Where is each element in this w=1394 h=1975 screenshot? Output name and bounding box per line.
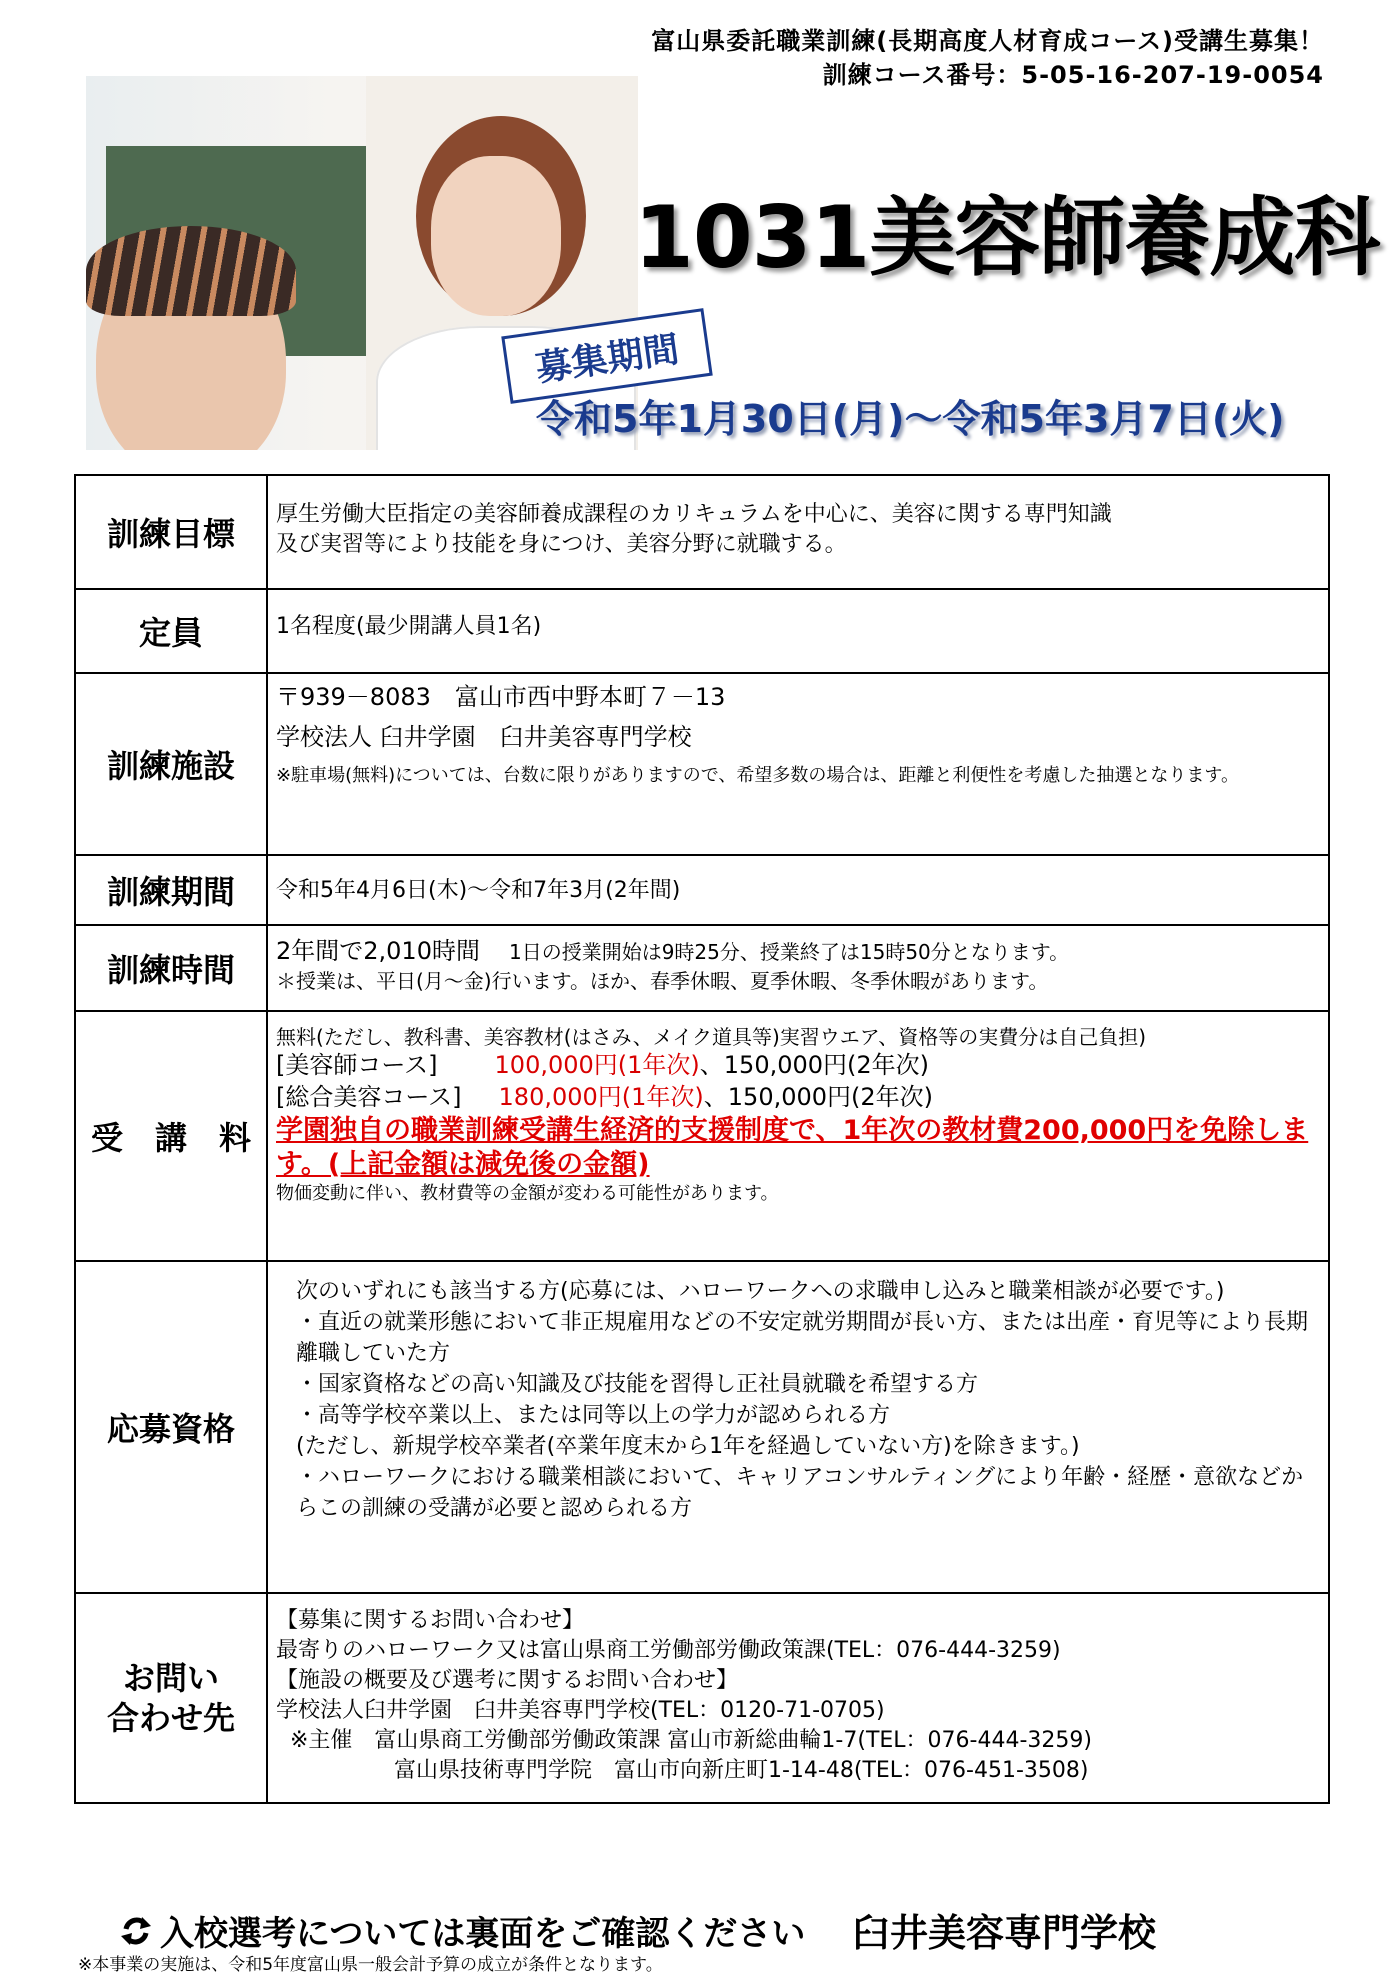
contact-organizer-line: ※主催 富山県商工労働部労働政策課 富山市新総曲輪1-7(TEL：076-444-3259) [290, 1728, 1092, 1753]
hours-value [267, 925, 1329, 1011]
facility-note: ※駐車場(無料)については、台数に限りがありますので、希望多数の場合は、距離と利便性を考慮した抽選となります。 [276, 765, 1239, 786]
row-hours [75, 925, 1329, 1011]
course-title: 1031美容師養成科 [634, 188, 1380, 288]
fee-course-total-beauty: [総合美容コース] 180,000円(1年次)、150,000円(2年次) [276, 1083, 934, 1111]
contact-recruit-heading: 【募集に関するお問い合わせ】 [276, 1608, 585, 1633]
contact-institute-line: 富山県技術専門学院 富山市向新庄町1-14-48(TEL：076-451-3508) [394, 1758, 1089, 1783]
goal-label: 訓練目標 [75, 475, 267, 589]
eligibility-intro: 次のいずれにも該当する方(応募には、ハローワークへの求職申し込みと職業相談が必要です。) [296, 1279, 1225, 1304]
hours-total: 2年間で2,010時間 [276, 937, 480, 965]
row-fee [75, 1011, 1329, 1261]
eligibility-item: ・国家資格などの高い知識及び技能を習得し正社員就職を希望する方 [296, 1372, 979, 1397]
header-title: 富山県委託職業訓練(長期高度人材育成コース)受講生募集！ [651, 27, 1324, 55]
contact-label: お問い 合わせ先 [75, 1593, 267, 1803]
reverse-side-notice [118, 1906, 805, 1955]
facility-label: 訓練施設 [75, 673, 267, 855]
recruitment-period-label: 募集期間 [501, 308, 712, 404]
capacity-value: 1名程度(最少開講人員1名) [267, 589, 1329, 673]
facility-school: 学校法人 臼井学園 臼井美容専門学校 [276, 723, 692, 751]
contact-value [267, 1593, 1329, 1803]
row-facility [75, 673, 1329, 855]
recruitment-period-dates: 令和5年1月30日(月)～令和5年3月7日(火) [536, 397, 1285, 441]
eligibility-item: ・ハローワークにおける職業相談において、キャリアコンサルティングにより年齢・経歴・意欲などからこの訓練の受講が必要と認められる方 [296, 1465, 1304, 1521]
header [651, 24, 1324, 92]
eligibility-label: 応募資格 [75, 1261, 267, 1593]
contact-facility-heading: 【施設の概要及び選考に関するお問い合わせ】 [276, 1668, 739, 1693]
row-capacity [75, 589, 1329, 673]
course-info-table [74, 474, 1330, 1804]
goal-value: 厚生労働大臣指定の美容師養成課程のカリキュラムを中心に、美容に関する専門知識 及び実習等により技能を身につけ、美容分野に就職する。 [267, 475, 1329, 589]
row-eligibility [75, 1261, 1329, 1593]
fee-intro: 無料(ただし、教科書、美容教材(はさみ、メイク道具等)実習ウエア、資格等の実費分は自己負担) [276, 1025, 1147, 1049]
row-goal [75, 475, 1329, 589]
course-number: 訓練コース番号：5-05-16-207-19-0054 [822, 61, 1324, 89]
eligibility-value [267, 1261, 1329, 1593]
hours-label: 訓練時間 [75, 925, 267, 1011]
reverse-side-text: 入校選考については裏面をご確認ください [160, 1914, 806, 1954]
fee-label: 受 講 料 [75, 1011, 267, 1261]
eligibility-item: ・直近の就業形態において非正規雇用などの不安定就労期間が長い方、または出産・育児等により長期離職していた方 [296, 1310, 1309, 1366]
fee-note: 物価変動に伴い、教材費等の金額が変わる可能性があります。 [276, 1183, 779, 1204]
capacity-label: 定員 [75, 589, 267, 673]
facility-address: 〒939－8083 富山市西中野本町７－13 [276, 683, 726, 711]
contact-facility-line: 学校法人臼井学園 臼井美容専門学校(TEL：0120-71-0705) [276, 1698, 885, 1723]
fee-support-notice: 学園独自の職業訓練受講生経済的支援制度で、1年次の教材費200,000円を免除します。(上記金額は減免後の金額) [276, 1115, 1309, 1180]
budget-footnote: ※本事業の実施は、令和5年度富山県一般会計予算の成立が条件となります。 [78, 1955, 663, 1975]
period-value: 令和5年4月6日(木)～令和7年3月(2年間) [267, 855, 1329, 925]
fee-course-beautician: [美容師コース] 100,000円(1年次)、150,000円(2年次) [276, 1051, 930, 1079]
fee-value [267, 1011, 1329, 1261]
hours-note: ＊授業は、平日(月～金)行います。ほか、春季休暇、夏季休暇、冬季休暇があります。 [276, 969, 1049, 993]
refresh-arrows-icon [118, 1913, 154, 1949]
row-period [75, 855, 1329, 925]
period-label: 訓練期間 [75, 855, 267, 925]
eligibility-item: (ただし、新規学校卒業者(卒業年度末から1年を経過していない方)を除きます。) [296, 1434, 1080, 1459]
contact-recruit-line: 最寄りのハローワーク又は富山県商工労働部労働政策課(TEL：076-444-3259) [276, 1638, 1061, 1663]
eligibility-item: ・高等学校卒業以上、または同等以上の学力が認められる方 [296, 1403, 891, 1428]
facility-value [267, 673, 1329, 855]
row-contact [75, 1593, 1329, 1803]
hours-daily: 1日の授業開始は9時25分、授業終了は15時50分となります。 [508, 940, 1070, 964]
school-name: 臼井美容専門学校 [852, 1911, 1157, 1955]
